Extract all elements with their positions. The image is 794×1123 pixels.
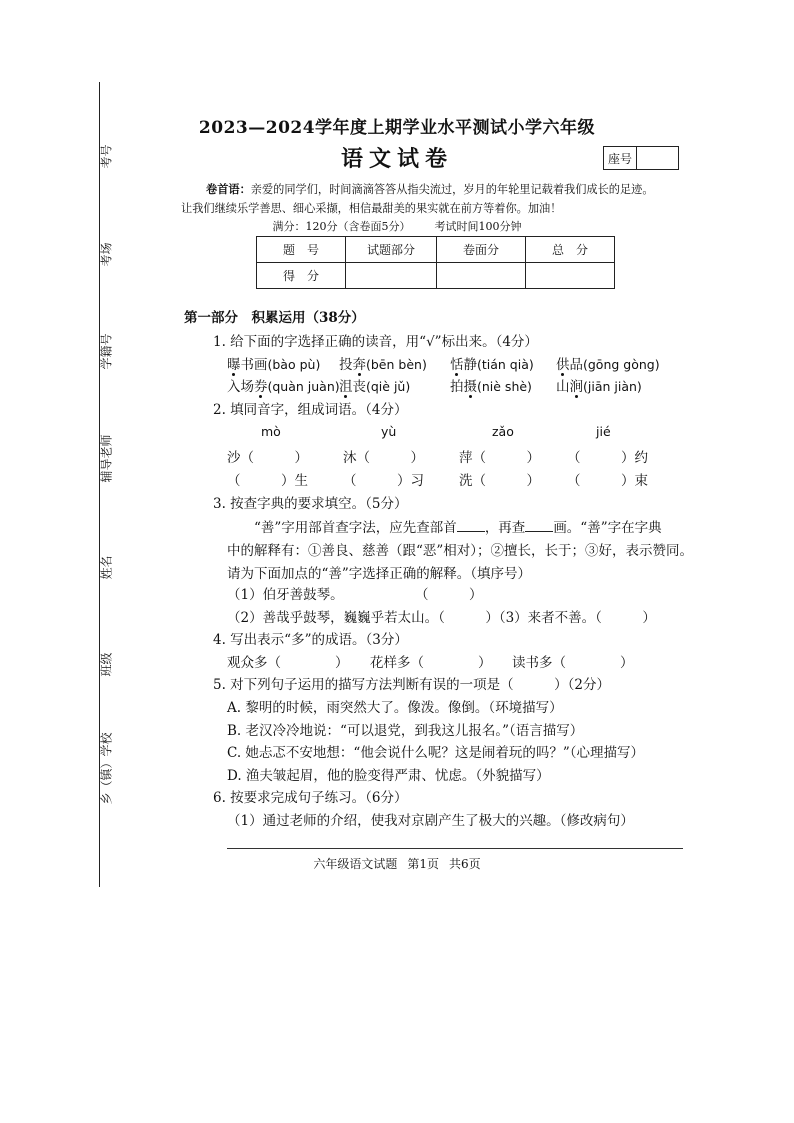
q1-pinyin: (bào pù) bbox=[267, 357, 321, 372]
q2-pinyin: zǎo bbox=[492, 424, 514, 439]
q2-stem: 2. 填同音字，组成词语。（4分） bbox=[213, 402, 408, 418]
q3-sentence: （1）伯牙善鼓琴。 bbox=[227, 587, 344, 603]
q2-blank[interactable]: （ ）生 bbox=[227, 473, 308, 489]
q2-blank[interactable]: （ ）束 bbox=[567, 473, 648, 489]
q1-char: 入场 bbox=[227, 379, 254, 395]
score-table-cell: 卷面分 bbox=[437, 237, 526, 263]
seat-number-box[interactable] bbox=[603, 146, 679, 170]
q1-char: 山 bbox=[556, 379, 570, 395]
q5-option[interactable]: B. 老汉冷冷地说：“可以退党，到我这儿报名。”（语言描写） bbox=[227, 723, 584, 739]
q1-pinyin: (qiè jǔ) bbox=[366, 379, 411, 394]
exam-title: 2023—2024学年度上期学业水平测试小学六年级 bbox=[198, 118, 596, 138]
seat-number-field[interactable] bbox=[637, 147, 678, 169]
q4-blank[interactable]: 读书多（ ） bbox=[512, 655, 634, 671]
q1-char: 静 bbox=[463, 357, 477, 373]
q1-item[interactable] bbox=[227, 375, 340, 395]
q3-stem: 3. 按查字典的要求填空。（5分） bbox=[213, 496, 408, 512]
q2-blank[interactable]: （ ）约 bbox=[567, 450, 648, 466]
section-title: 第一部分 积累运用（38分） bbox=[184, 310, 365, 326]
footer-divider bbox=[227, 848, 683, 849]
q4-stem: 4. 写出表示“多”的成语。（3分） bbox=[213, 632, 408, 648]
score-table-header-row bbox=[257, 237, 615, 263]
q1-pinyin: (tián qià) bbox=[477, 357, 534, 372]
q1-char: 涧 bbox=[569, 379, 583, 395]
footer-page: 第1页 bbox=[407, 857, 439, 871]
q1-char: 曝 bbox=[227, 357, 241, 373]
score-table bbox=[256, 236, 615, 289]
q1-pinyin: (quàn juàn) bbox=[267, 379, 340, 394]
q1-char: 书画 bbox=[240, 357, 268, 373]
class-label: 班级 bbox=[99, 652, 114, 677]
score-input-cell[interactable] bbox=[526, 263, 615, 289]
q3-blank-strokes[interactable] bbox=[525, 519, 553, 532]
exam-meta bbox=[0, 218, 794, 234]
q1-item[interactable] bbox=[339, 375, 410, 395]
q2-blank[interactable]: 沐（ ） bbox=[343, 450, 424, 466]
q1-pinyin: (niè shè) bbox=[477, 379, 532, 394]
footer-total: 共6页 bbox=[449, 857, 481, 871]
q1-char: 券 bbox=[254, 379, 268, 395]
exam-room-label: 考场 bbox=[99, 242, 114, 267]
q1-char: 奔 bbox=[352, 357, 366, 373]
score-input-cell[interactable] bbox=[346, 263, 437, 289]
q2-blank[interactable]: （ ）习 bbox=[343, 473, 424, 489]
q1-item[interactable] bbox=[450, 375, 532, 395]
q1-item[interactable] bbox=[450, 353, 534, 373]
q1-pinyin: (jiān jiàn) bbox=[583, 379, 642, 394]
q1-item[interactable] bbox=[556, 375, 642, 395]
q1-char: 供 bbox=[556, 357, 570, 373]
q2-pinyin: jié bbox=[596, 424, 611, 439]
q1-stem: 1. 给下面的字选择正确的读音，用“√”标出来。（4分） bbox=[213, 334, 538, 350]
name-label: 姓名 bbox=[99, 555, 114, 580]
q3-answer-blank[interactable]: （ ） bbox=[415, 587, 483, 603]
score-table-cell: 得 分 bbox=[257, 263, 346, 289]
q1-item[interactable] bbox=[227, 353, 320, 373]
student-id-label: 学籍号 bbox=[99, 333, 114, 370]
score-input-cell[interactable] bbox=[437, 263, 526, 289]
q1-item[interactable] bbox=[339, 353, 427, 373]
q1-char: 投 bbox=[339, 357, 353, 373]
score-table-cell: 题 号 bbox=[257, 237, 346, 263]
full-score: 满分：120分（含卷面5分） bbox=[272, 220, 411, 233]
seat-number-label: 座号 bbox=[604, 147, 637, 169]
q3-text-part: ，再查 bbox=[484, 520, 526, 536]
q1-pinyin: (bēn bèn) bbox=[366, 357, 427, 372]
q1-char: 丧 bbox=[352, 379, 366, 395]
score-table-score-row bbox=[257, 263, 615, 289]
q4-blank[interactable]: 观众多（ ） bbox=[227, 655, 349, 671]
q5-option[interactable]: D. 渔夫皱起眉，他的脸变得严肃、忧虑。（外貌描写） bbox=[227, 768, 550, 784]
school-label: 乡（镇）学校 bbox=[99, 732, 114, 805]
q5-stem: 5. 对下列句子运用的描写方法判断有误的一项是（ ）（2分） bbox=[213, 677, 611, 693]
footer-subject: 六年级语文试题 bbox=[313, 857, 398, 871]
q2-pinyin: mò bbox=[261, 424, 281, 439]
page-footer bbox=[0, 855, 794, 872]
exam-time: 考试时间100分钟 bbox=[434, 220, 522, 233]
q4-blank[interactable]: 花样多（ ） bbox=[370, 655, 492, 671]
score-table-cell: 总 分 bbox=[526, 237, 615, 263]
q2-blank[interactable]: 沙（ ） bbox=[227, 450, 308, 466]
exam-subtitle: 语文试卷 bbox=[340, 146, 453, 172]
q5-option[interactable]: C. 她忐忑不安地想：“他会说什么呢？这是闹着玩的吗？”（心理描写） bbox=[227, 745, 644, 761]
q1-item[interactable] bbox=[556, 353, 660, 373]
q1-char: 摄 bbox=[463, 379, 477, 395]
q3-sentence: （2）善哉乎鼓琴，巍巍乎若太山。（ ）（3）来者不善。（ ） bbox=[227, 610, 656, 626]
q3-text bbox=[254, 516, 662, 536]
q1-char: 恬 bbox=[450, 357, 464, 373]
teacher-label: 辅导老师 bbox=[99, 434, 114, 483]
preface-line2: 让我们继续乐学善思、细心采撷，相信最甜美的果实就在前方等着你。加油！ bbox=[181, 202, 562, 215]
q6-stem: 6. 按要求完成句子练习。（6分） bbox=[213, 790, 408, 806]
q5-option[interactable]: A. 黎明的时候，雨突然大了。像泼。像倒。（环境描写） bbox=[227, 700, 563, 716]
preface-head: 卷首语： bbox=[206, 182, 251, 196]
q6-sentence: （1）通过老师的介绍，使我对京剧产生了极大的兴趣。（修改病句） bbox=[227, 813, 634, 829]
q1-char: 沮 bbox=[339, 379, 353, 395]
score-table-cell: 试题部分 bbox=[346, 237, 437, 263]
exam-no-label: 考号 bbox=[99, 144, 114, 169]
q1-pinyin: (gōng gòng) bbox=[583, 357, 660, 372]
q3-blank-radical[interactable] bbox=[457, 519, 485, 532]
preface bbox=[181, 180, 694, 215]
q3-definitions: 中的解释有：①善良、慈善（跟“恶”相对）；②擅长，长于；③好，表示赞同。 bbox=[227, 543, 694, 559]
q2-blank[interactable]: 萍（ ） bbox=[459, 450, 540, 466]
q3-text-part: “善”字用部首查字法，应先查部首 bbox=[254, 520, 457, 536]
q2-pinyin: yù bbox=[381, 424, 397, 439]
q1-char: 拍 bbox=[450, 379, 464, 395]
q1-char: 品 bbox=[569, 357, 583, 373]
preface-line1: 亲爱的同学们，时间滴滴答答从指尖流过，岁月的年轮里记载着我们成长的足迹。 bbox=[250, 183, 654, 196]
q2-blank[interactable]: 洗（ ） bbox=[459, 473, 540, 489]
q3-text-part: 画。“善”字在字典 bbox=[553, 520, 662, 536]
q3-instruction: 请为下面加点的“善”字选择正确的解释。（填序号） bbox=[227, 566, 532, 582]
